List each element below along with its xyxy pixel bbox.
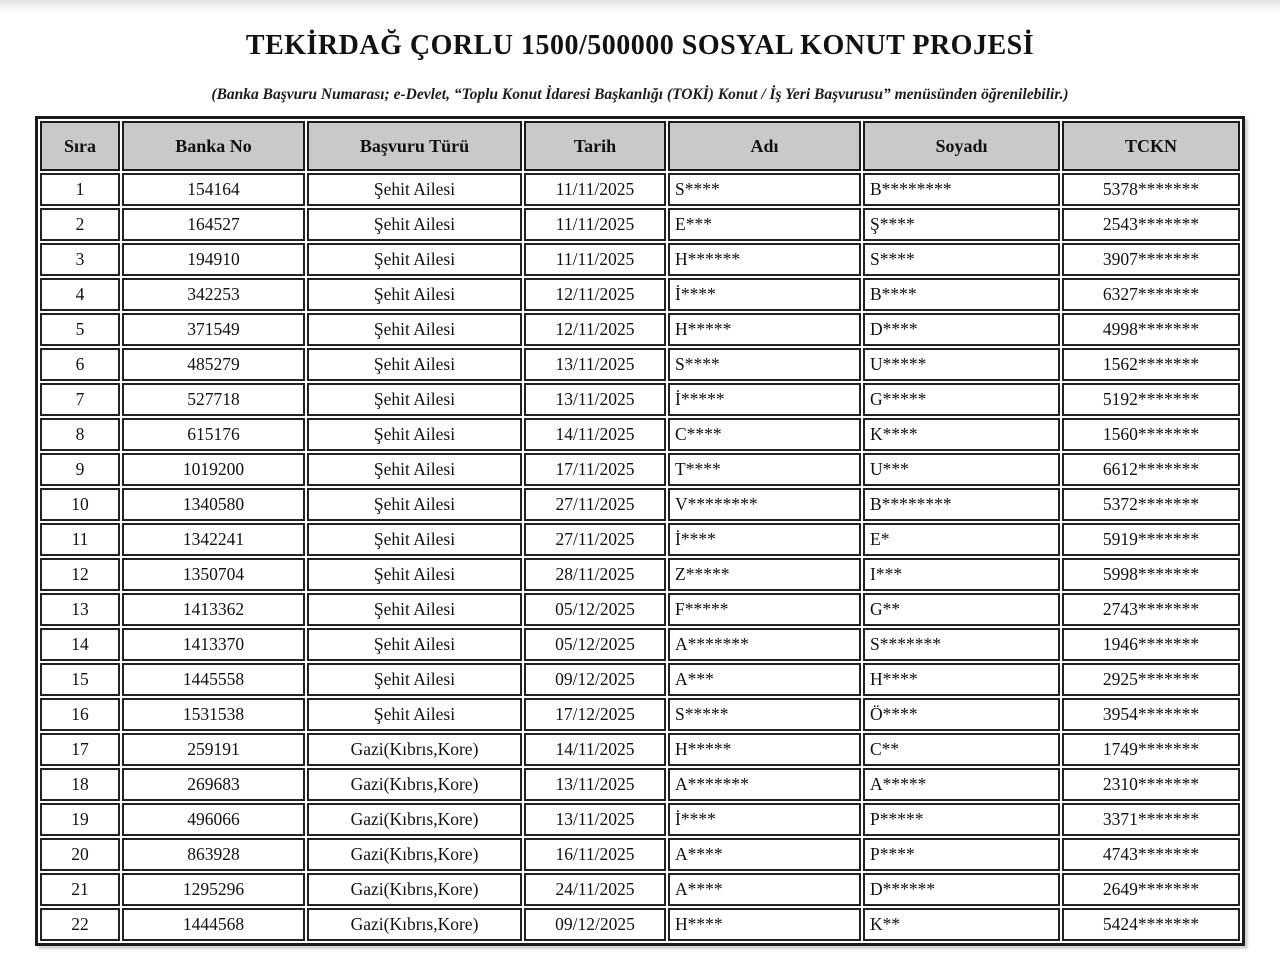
table-cell-sira: 17 — [40, 733, 120, 766]
table-cell-bankano: 527718 — [122, 383, 305, 416]
table-cell-tckn: 6612******* — [1062, 453, 1240, 486]
table-cell-soyadi: P**** — [863, 838, 1060, 871]
table-cell-tur: Gazi(Kıbrıs,Kore) — [307, 873, 522, 906]
table-cell-tur: Gazi(Kıbrıs,Kore) — [307, 838, 522, 871]
table-cell-tarih: 27/11/2025 — [524, 523, 666, 556]
table-cell-tur: Şehit Ailesi — [307, 523, 522, 556]
table-cell-tur: Şehit Ailesi — [307, 488, 522, 521]
table-row — [40, 313, 1240, 346]
table-cell-adi: F***** — [668, 593, 861, 626]
table-cell-tur: Şehit Ailesi — [307, 348, 522, 381]
table-cell-tarih: 09/12/2025 — [524, 908, 666, 941]
table-cell-bankano: 1445558 — [122, 663, 305, 696]
table-cell-soyadi: A***** — [863, 768, 1060, 801]
table-cell-adi: H***** — [668, 733, 861, 766]
table-cell-tur: Şehit Ailesi — [307, 383, 522, 416]
header-cell-adi: Adı — [668, 121, 861, 171]
table-cell-adi: H****** — [668, 243, 861, 276]
table-cell-bankano: 496066 — [122, 803, 305, 836]
table-cell-sira: 10 — [40, 488, 120, 521]
table-cell-soyadi: D****** — [863, 873, 1060, 906]
table-cell-adi: İ***** — [668, 383, 861, 416]
table-cell-tur: Şehit Ailesi — [307, 558, 522, 591]
table-cell-tur: Şehit Ailesi — [307, 698, 522, 731]
table-row — [40, 698, 1240, 731]
table-cell-bankano: 1340580 — [122, 488, 305, 521]
table-row — [40, 908, 1240, 941]
table-row — [40, 453, 1240, 486]
table-cell-soyadi: D**** — [863, 313, 1060, 346]
table-cell-bankano: 1444568 — [122, 908, 305, 941]
table-cell-tckn: 4998******* — [1062, 313, 1240, 346]
page-top-fade — [0, 0, 1280, 14]
table-cell-tckn: 2925******* — [1062, 663, 1240, 696]
header-cell-tckn: TCKN — [1062, 121, 1240, 171]
table-cell-bankano: 342253 — [122, 278, 305, 311]
table-cell-tarih: 13/11/2025 — [524, 348, 666, 381]
table-header-row — [40, 121, 1240, 171]
table-cell-tckn: 1946******* — [1062, 628, 1240, 661]
table-cell-bankano: 269683 — [122, 768, 305, 801]
table-cell-soyadi: K**** — [863, 418, 1060, 451]
table-cell-adi: A**** — [668, 838, 861, 871]
page-title: TEKİRDAĞ ÇORLU 1500/500000 SOSYAL KONUT PROJESİ — [245, 30, 1035, 61]
table-cell-adi: İ**** — [668, 278, 861, 311]
header-cell-sira: Sıra — [40, 121, 120, 171]
table-row — [40, 838, 1240, 871]
table-cell-tarih: 14/11/2025 — [524, 418, 666, 451]
table-cell-adi: C**** — [668, 418, 861, 451]
table-cell-soyadi: B******** — [863, 488, 1060, 521]
table-cell-tur: Gazi(Kıbrıs,Kore) — [307, 768, 522, 801]
table-cell-tarih: 12/11/2025 — [524, 278, 666, 311]
table-cell-tur: Şehit Ailesi — [307, 628, 522, 661]
table-cell-tarih: 09/12/2025 — [524, 663, 666, 696]
table-cell-tckn: 2310******* — [1062, 768, 1240, 801]
table-cell-tarih: 17/11/2025 — [524, 453, 666, 486]
table-cell-soyadi: G***** — [863, 383, 1060, 416]
table-cell-tur: Şehit Ailesi — [307, 313, 522, 346]
table-cell-tckn: 3371******* — [1062, 803, 1240, 836]
table-cell-sira: 6 — [40, 348, 120, 381]
table-cell-bankano: 615176 — [122, 418, 305, 451]
table-cell-tckn: 5424******* — [1062, 908, 1240, 941]
table-cell-tckn: 5372******* — [1062, 488, 1240, 521]
table-cell-tarih: 14/11/2025 — [524, 733, 666, 766]
table-cell-bankano: 863928 — [122, 838, 305, 871]
table-cell-tarih: 05/12/2025 — [524, 593, 666, 626]
table-cell-sira: 1 — [40, 173, 120, 206]
table-cell-adi: İ**** — [668, 803, 861, 836]
table-cell-sira: 18 — [40, 768, 120, 801]
table-cell-soyadi: H**** — [863, 663, 1060, 696]
table-cell-adi: T**** — [668, 453, 861, 486]
table-cell-soyadi: U***** — [863, 348, 1060, 381]
table-row — [40, 873, 1240, 906]
table-cell-bankano: 1413370 — [122, 628, 305, 661]
table-cell-adi: İ**** — [668, 523, 861, 556]
table-cell-sira: 21 — [40, 873, 120, 906]
table-cell-tur: Gazi(Kıbrıs,Kore) — [307, 803, 522, 836]
table-cell-sira: 11 — [40, 523, 120, 556]
table-cell-soyadi: U*** — [863, 453, 1060, 486]
table-cell-sira: 22 — [40, 908, 120, 941]
table-cell-soyadi: B******** — [863, 173, 1060, 206]
table-cell-sira: 15 — [40, 663, 120, 696]
table-row — [40, 208, 1240, 241]
table-cell-adi: H***** — [668, 313, 861, 346]
table-cell-soyadi: C** — [863, 733, 1060, 766]
table-cell-sira: 16 — [40, 698, 120, 731]
page-subtitle: (Banka Başvuru Numarası; e-Devlet, “Toplu Konut İdaresi Başkanlığı (TOKİ) Konut / İş Yeri Başvurusu” menüsünden öğrenilebilir.) — [211, 86, 1069, 103]
table-cell-bankano: 1350704 — [122, 558, 305, 591]
table-cell-adi: V******** — [668, 488, 861, 521]
table-cell-bankano: 371549 — [122, 313, 305, 346]
table-cell-tarih: 11/11/2025 — [524, 208, 666, 241]
table-cell-soyadi: G** — [863, 593, 1060, 626]
table-cell-sira: 8 — [40, 418, 120, 451]
table-cell-sira: 19 — [40, 803, 120, 836]
table-row — [40, 803, 1240, 836]
table-row — [40, 558, 1240, 591]
table-cell-sira: 5 — [40, 313, 120, 346]
table-cell-sira: 9 — [40, 453, 120, 486]
table-cell-tckn: 3954******* — [1062, 698, 1240, 731]
table-cell-tarih: 05/12/2025 — [524, 628, 666, 661]
header-cell-soyadi: Soyadı — [863, 121, 1060, 171]
table-cell-tckn: 2543******* — [1062, 208, 1240, 241]
table-cell-tur: Gazi(Kıbrıs,Kore) — [307, 908, 522, 941]
header-cell-tarih: Tarih — [524, 121, 666, 171]
table-row — [40, 628, 1240, 661]
table-cell-adi: H**** — [668, 908, 861, 941]
table-cell-bankano: 194910 — [122, 243, 305, 276]
table-cell-bankano: 259191 — [122, 733, 305, 766]
table-cell-tarih: 11/11/2025 — [524, 173, 666, 206]
table-cell-bankano: 1019200 — [122, 453, 305, 486]
table-cell-tur: Şehit Ailesi — [307, 278, 522, 311]
header-cell-tur: Başvuru Türü — [307, 121, 522, 171]
table-cell-bankano: 1413362 — [122, 593, 305, 626]
table-cell-tckn: 6327******* — [1062, 278, 1240, 311]
table-cell-bankano: 1531538 — [122, 698, 305, 731]
table-cell-bankano: 154164 — [122, 173, 305, 206]
table-cell-soyadi: Ş**** — [863, 208, 1060, 241]
table-cell-tur: Şehit Ailesi — [307, 243, 522, 276]
table-cell-bankano: 485279 — [122, 348, 305, 381]
table-cell-sira: 2 — [40, 208, 120, 241]
table-cell-sira: 14 — [40, 628, 120, 661]
table-cell-tarih: 27/11/2025 — [524, 488, 666, 521]
table-row — [40, 733, 1240, 766]
table-cell-soyadi: E* — [863, 523, 1060, 556]
table-cell-sira: 20 — [40, 838, 120, 871]
table-cell-sira: 3 — [40, 243, 120, 276]
table-cell-tur: Gazi(Kıbrıs,Kore) — [307, 733, 522, 766]
table-cell-tur: Şehit Ailesi — [307, 418, 522, 451]
table-row — [40, 173, 1240, 206]
table-cell-tarih: 13/11/2025 — [524, 768, 666, 801]
table-cell-adi: E*** — [668, 208, 861, 241]
table-cell-tckn: 1562******* — [1062, 348, 1240, 381]
table-cell-sira: 7 — [40, 383, 120, 416]
table-row — [40, 383, 1240, 416]
table-cell-tckn: 5919******* — [1062, 523, 1240, 556]
table-cell-sira: 12 — [40, 558, 120, 591]
table-row — [40, 663, 1240, 696]
table-cell-adi: S**** — [668, 173, 861, 206]
table-cell-soyadi: I*** — [863, 558, 1060, 591]
table-cell-tarih: 13/11/2025 — [524, 383, 666, 416]
table-row — [40, 488, 1240, 521]
table-row — [40, 278, 1240, 311]
table-cell-bankano: 1342241 — [122, 523, 305, 556]
table-cell-tur: Şehit Ailesi — [307, 208, 522, 241]
table-cell-soyadi: K** — [863, 908, 1060, 941]
table-cell-tur: Şehit Ailesi — [307, 453, 522, 486]
table-cell-tur: Şehit Ailesi — [307, 173, 522, 206]
table-cell-soyadi: S******* — [863, 628, 1060, 661]
table-cell-tarih: 13/11/2025 — [524, 803, 666, 836]
table-cell-tckn: 2649******* — [1062, 873, 1240, 906]
table-cell-adi: A*** — [668, 663, 861, 696]
table-cell-tckn: 4743******* — [1062, 838, 1240, 871]
table-body — [40, 173, 1240, 941]
table-cell-adi: A******* — [668, 628, 861, 661]
table-cell-soyadi: P***** — [863, 803, 1060, 836]
table-cell-soyadi: B**** — [863, 278, 1060, 311]
table-row — [40, 348, 1240, 381]
header-cell-bankano: Banka No — [122, 121, 305, 171]
table-cell-tarih: 16/11/2025 — [524, 838, 666, 871]
table-cell-tarih: 28/11/2025 — [524, 558, 666, 591]
table-cell-tarih: 12/11/2025 — [524, 313, 666, 346]
table-cell-adi: Z***** — [668, 558, 861, 591]
table-cell-tarih: 17/12/2025 — [524, 698, 666, 731]
table-cell-tckn: 5998******* — [1062, 558, 1240, 591]
table-cell-adi: S***** — [668, 698, 861, 731]
table-cell-adi: A**** — [668, 873, 861, 906]
table-cell-tckn: 1749******* — [1062, 733, 1240, 766]
table-row — [40, 768, 1240, 801]
table-row — [40, 593, 1240, 626]
table-cell-tckn: 5378******* — [1062, 173, 1240, 206]
table-cell-tckn: 1560******* — [1062, 418, 1240, 451]
applicants-table — [35, 116, 1245, 946]
table-cell-tarih: 11/11/2025 — [524, 243, 666, 276]
table-cell-bankano: 164527 — [122, 208, 305, 241]
table-cell-tckn: 5192******* — [1062, 383, 1240, 416]
table-cell-tur: Şehit Ailesi — [307, 593, 522, 626]
table-cell-tur: Şehit Ailesi — [307, 663, 522, 696]
table-row — [40, 243, 1240, 276]
table-cell-tckn: 3907******* — [1062, 243, 1240, 276]
table-cell-tarih: 24/11/2025 — [524, 873, 666, 906]
table-cell-soyadi: S**** — [863, 243, 1060, 276]
table-cell-sira: 13 — [40, 593, 120, 626]
table-cell-bankano: 1295296 — [122, 873, 305, 906]
table-cell-sira: 4 — [40, 278, 120, 311]
table-row — [40, 523, 1240, 556]
table-cell-adi: S**** — [668, 348, 861, 381]
table-cell-adi: A******* — [668, 768, 861, 801]
table-cell-soyadi: Ö**** — [863, 698, 1060, 731]
table-row — [40, 418, 1240, 451]
table-cell-tckn: 2743******* — [1062, 593, 1240, 626]
